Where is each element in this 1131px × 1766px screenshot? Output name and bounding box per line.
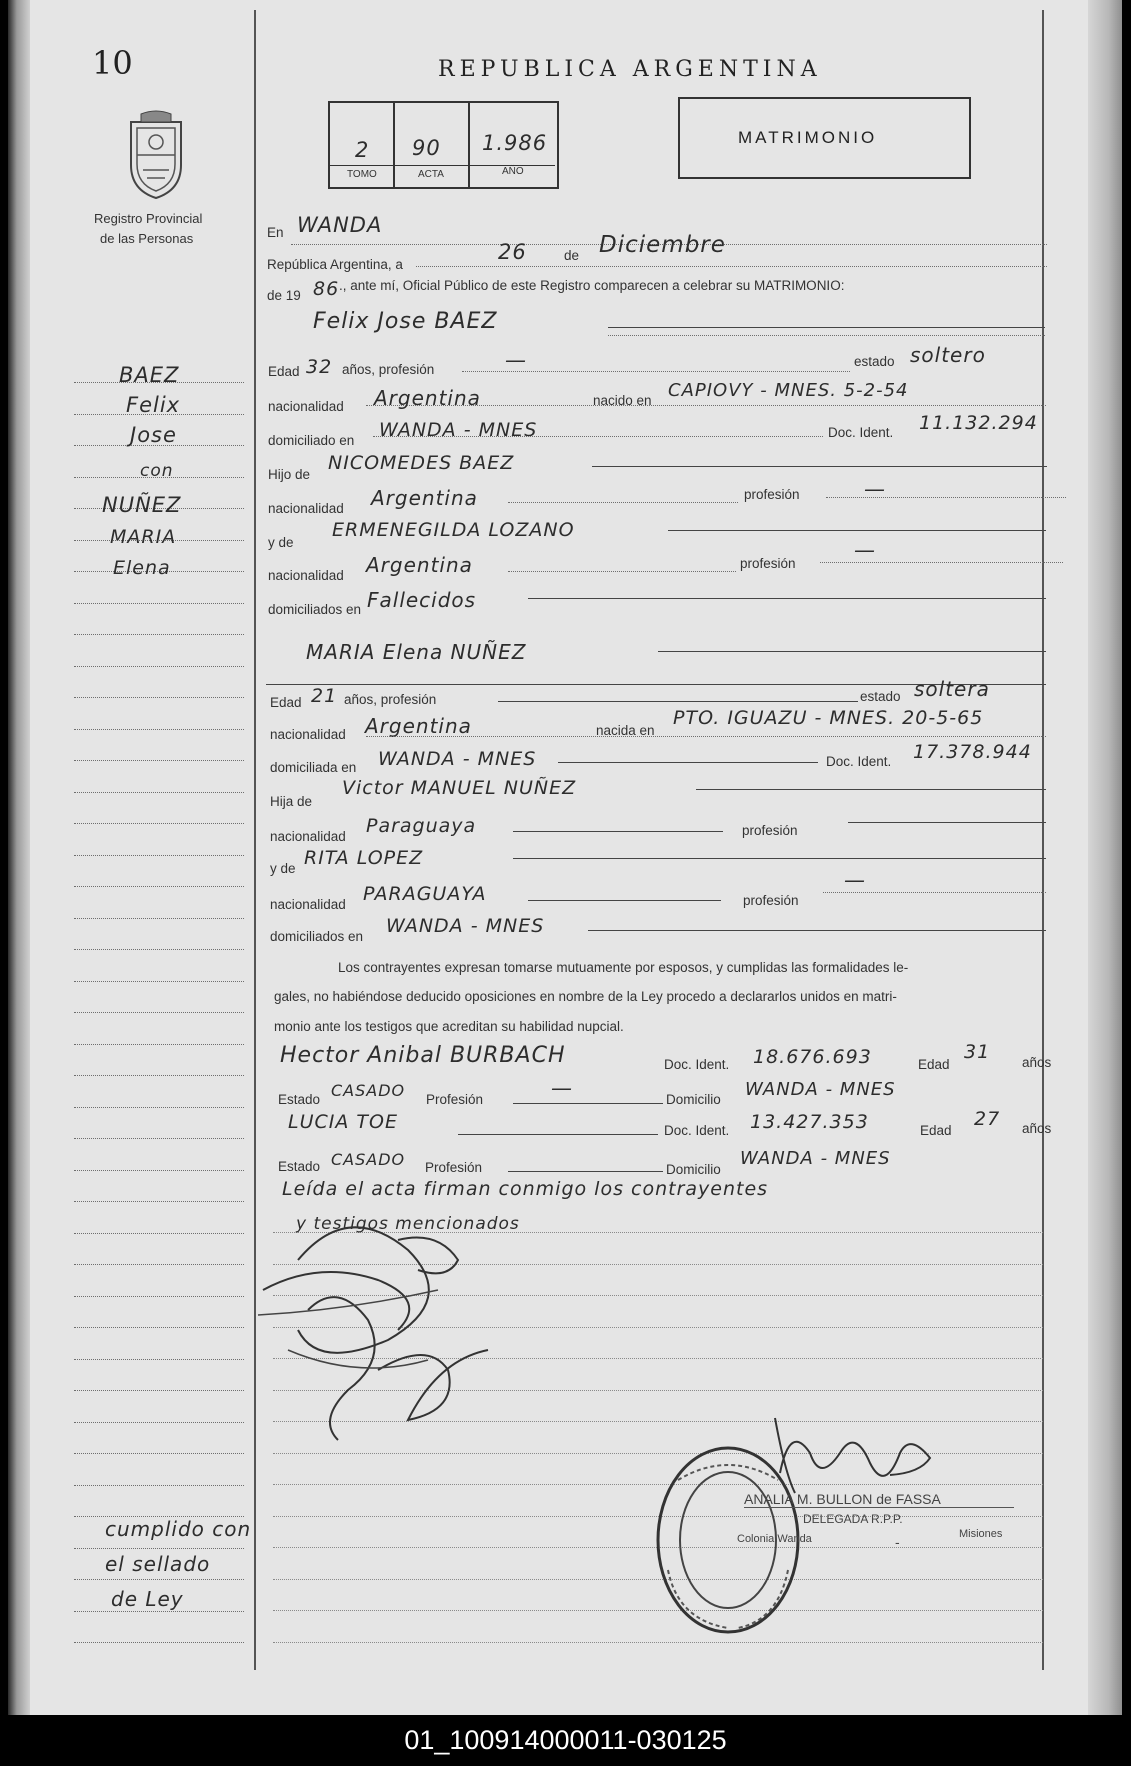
witness-2-profession-line <box>508 1171 663 1172</box>
bride-civil-state: soltera <box>914 677 990 701</box>
margin-ruled-line <box>74 1233 244 1234</box>
groom-profession-line <box>462 371 850 372</box>
margin-name-4: con <box>140 461 174 481</box>
witness-1-domicile: WANDA - MNES <box>745 1079 896 1100</box>
bride-domicile-label: domiciliada en <box>270 760 357 775</box>
acta-label: ACTA <box>418 169 444 180</box>
bride-mother: RITA LOPEZ <box>304 847 424 869</box>
bride-domicile-line <box>558 762 818 763</box>
declaration-line-3: monio ante los testigos que acreditan su habilidad nupcial. <box>274 1019 624 1034</box>
en-label: En <box>267 225 284 240</box>
main-ruled-line <box>273 1642 1043 1643</box>
bride-doc: 17.378.944 <box>913 741 1032 763</box>
page-number: 10 <box>92 44 133 82</box>
margin-ruled-line <box>74 1453 244 1454</box>
bride-mother-nat-line <box>528 900 721 901</box>
bride-mother-prof-line <box>823 892 1046 893</box>
witness-1-profession-label: Profesión <box>426 1092 484 1107</box>
bride-mother-line <box>513 858 1046 859</box>
margin-ruled-line <box>74 729 244 730</box>
margin-ruled-line <box>74 1107 244 1108</box>
groom-father-nat-line <box>508 502 738 503</box>
groom-mother-nationality: Argentina <box>366 553 473 577</box>
margin-ruled-line <box>74 1327 244 1328</box>
groom-domicile-label: domiciliado en <box>268 433 355 448</box>
margin-ruled-line <box>74 1264 244 1265</box>
bride-birth-line <box>366 736 1046 737</box>
groom-doc: 11.132.294 <box>919 412 1038 434</box>
groom-parents-domicile-line <box>528 598 1046 599</box>
groom-age-label: Edad <box>268 364 300 379</box>
witness-1-doc: 18.676.693 <box>753 1046 872 1068</box>
official-colonia: Colonia Wanda <box>737 1533 812 1545</box>
official-province: Misiones <box>959 1528 1003 1540</box>
witness-1-age-label: Edad <box>918 1057 950 1072</box>
groom-father-profession: — <box>864 477 886 501</box>
tomo-value: 2 <box>355 138 370 162</box>
bride-age: 21 <box>311 685 338 707</box>
bride-mother-label: y de <box>270 861 296 876</box>
margin-ruled-line <box>74 1390 244 1391</box>
stamp-note-1: cumplido con <box>105 1517 252 1541</box>
groom-father-label: Hijo de <box>268 467 311 482</box>
margin-ruled-line <box>74 981 244 982</box>
ceremony-place: WANDA <box>297 213 383 237</box>
bride-father-prof-line <box>848 822 1046 823</box>
groom-civil-state: soltero <box>910 343 986 367</box>
groom-birthplace-label: nacido en <box>593 393 652 408</box>
margin-name-6: MARIA <box>110 526 177 548</box>
bride-birthplace-label: nacida en <box>596 723 655 738</box>
margin-ruled-line <box>74 1579 244 1580</box>
groom-domicile-line <box>373 436 823 437</box>
bride-parents-domicile: WANDA - MNES <box>386 915 545 937</box>
tomo-divider <box>393 101 395 187</box>
acta-divider <box>468 101 470 187</box>
groom-parents-domicile: Fallecidos <box>367 588 477 612</box>
registry-line-2: de las Personas <box>100 231 194 246</box>
margin-ruled-line <box>74 1296 244 1297</box>
groom-father-nationality: Argentina <box>371 486 478 510</box>
bride-father-nat-line <box>513 831 723 832</box>
witness-2-age: 27 <box>974 1108 1001 1130</box>
witness-2-doc-label: Doc. Ident. <box>664 1123 730 1138</box>
country-title: REPUBLICA ARGENTINA <box>438 57 822 82</box>
official-signature <box>760 1413 950 1503</box>
groom-mother-prof-line <box>820 562 1063 563</box>
groom-father-nat-label: nacionalidad <box>268 501 344 516</box>
witness-2-doc: 13.427.353 <box>750 1111 869 1133</box>
witness-1-state: CASADO <box>331 1081 406 1100</box>
witness-2-domicile-label: Domicilio <box>666 1162 721 1177</box>
republic-label: República Argentina, a <box>267 257 403 272</box>
record-type-title: MATRIMONIO <box>738 128 878 147</box>
bride-doc-label: Doc. Ident. <box>826 754 892 769</box>
margin-ruled-line <box>74 855 244 856</box>
groom-mother-label: y de <box>268 535 294 550</box>
groom-birthplace: CAPIOVY - MNES. 5-2-54 <box>668 380 909 401</box>
declaration-line-1: Los contrayentes expresan tomarse mutuamente por esposos, y cumplidas las formalidades le- <box>338 960 909 975</box>
bride-mother-profession: — <box>844 868 866 892</box>
date-line <box>416 266 1047 267</box>
witness-2-years-label: años <box>1022 1121 1052 1136</box>
bride-nationality: Argentina <box>365 714 472 738</box>
signatures-scrawl <box>258 1220 518 1450</box>
margin-ruled-line <box>74 1201 244 1202</box>
margin-name-2: Felix <box>126 393 181 417</box>
witness-1-name: Hector Anibal BURBACH <box>280 1043 566 1068</box>
witness-2-domicile: WANDA - MNES <box>740 1148 891 1169</box>
margin-ruled-line <box>74 634 244 635</box>
margin-ruled-line <box>74 1422 244 1423</box>
groom-mother-nat-line <box>508 571 736 572</box>
groom-profession: — <box>505 348 527 372</box>
groom-mother-profession: — <box>854 538 876 562</box>
bride-name: MARIA Elena NUÑEZ <box>306 640 527 664</box>
bride-father: Victor MANUEL NUÑEZ <box>342 777 577 799</box>
margin-ruled-line <box>74 760 244 761</box>
margin-ruled-line <box>74 1485 244 1486</box>
tomo-label: TOMO <box>347 169 377 180</box>
margin-ruled-line <box>74 697 244 698</box>
margin-ruled-line <box>74 1548 244 1549</box>
bride-mother-prof-label: profesión <box>743 893 799 908</box>
witness-1-age: 31 <box>964 1041 991 1063</box>
margin-ruled-line <box>74 1642 244 1643</box>
witness-1-years-label: años <box>1022 1055 1052 1070</box>
ceremony-day: 26 <box>498 240 527 264</box>
groom-mother-nat-label: nacionalidad <box>268 568 344 583</box>
bride-parents-domicile-line <box>588 930 1046 931</box>
closing-line-2: y testigos mencionados <box>296 1214 520 1234</box>
margin-name-1: BAEZ <box>119 363 180 387</box>
margin-ruled-line <box>74 1170 244 1171</box>
year-prefix: de 19 <box>267 288 301 303</box>
official-dash: - <box>895 1534 900 1550</box>
registry-line-1: Registro Provincial <box>94 211 203 226</box>
witness-1-domicile-label: Domicilio <box>666 1092 721 1107</box>
bride-father-prof-label: profesión <box>742 823 798 838</box>
book-spine-shadow <box>8 0 30 1715</box>
margin-column-divider <box>254 10 256 1670</box>
margin-ruled-line <box>74 1044 244 1045</box>
de-label: de <box>564 248 580 263</box>
margin-ruled-line <box>74 1075 244 1076</box>
groom-profession-label: años, profesión <box>342 362 435 377</box>
groom-mother-line <box>668 530 1046 531</box>
witness-2-age-label: Edad <box>920 1123 952 1138</box>
stamp-note-2: el sellado <box>105 1552 211 1576</box>
witness-2-name: LUCIA TOE <box>288 1111 398 1133</box>
ceremony-year: 86 <box>313 278 340 300</box>
page-right-edge <box>1088 0 1122 1715</box>
margin-ruled-line <box>74 918 244 919</box>
margin-name-5: NUÑEZ <box>102 493 182 517</box>
closing-line-1: Leída el acta firman conmigo los contrayentes <box>282 1178 769 1200</box>
margin-name-3: Jose <box>130 423 177 447</box>
margin-ruled-line <box>74 792 244 793</box>
bride-father-label: Hija de <box>270 794 313 809</box>
groom-nationality: Argentina <box>374 386 481 410</box>
groom-age: 32 <box>306 356 333 378</box>
groom-domicile: WANDA - MNES <box>379 419 538 441</box>
stamp-note-3: de Ley <box>111 1587 184 1611</box>
bride-domicile: WANDA - MNES <box>378 748 537 770</box>
declaration-line-2: gales, no habiéndose deducido oposiciones en nombre de la Ley procedo a declararlos unidos en matri- <box>274 989 897 1004</box>
margin-ruled-line <box>74 1138 244 1139</box>
bride-father-nat-label: nacionalidad <box>270 829 346 844</box>
groom-doc-label: Doc. Ident. <box>828 425 894 440</box>
bride-father-line <box>696 789 1046 790</box>
bride-mother-nationality: PARAGUAYA <box>363 883 487 905</box>
margin-ruled-line <box>74 666 244 667</box>
bride-state-label: estado <box>860 689 901 704</box>
witness-1-state-label: Estado <box>278 1092 321 1107</box>
groom-state-label: estado <box>854 354 895 369</box>
margin-ruled-line <box>74 1012 244 1013</box>
official-name-line <box>744 1507 1014 1508</box>
witness-1-profession-line <box>513 1103 663 1104</box>
witness-1-doc-label: Doc. Ident. <box>664 1057 730 1072</box>
bride-name-line <box>658 651 1046 652</box>
bride-parents-domicile-label: domiciliados en <box>270 929 364 944</box>
anio-value: 1.986 <box>482 131 548 155</box>
document-page <box>8 0 1122 1715</box>
anio-label: AÑO <box>502 166 524 177</box>
groom-father-prof-label: profesión <box>744 487 800 502</box>
acta-value: 90 <box>412 136 441 160</box>
bride-birthplace: PTO. IGUAZU - MNES. 20-5-65 <box>673 707 984 729</box>
margin-ruled-line <box>74 1359 244 1360</box>
intro-statement: ., ante mí, Oficial Público de este Registro comparecen a celebrar su MATRIMONIO: <box>339 278 845 293</box>
ceremony-month: Diciembre <box>599 232 726 258</box>
witness-2-state-label: Estado <box>278 1159 321 1174</box>
margin-ruled-line <box>74 823 244 824</box>
registry-seal-icon <box>121 110 191 200</box>
groom-father: NICOMEDES BAEZ <box>328 452 515 474</box>
witness-2-profession-label: Profesión <box>425 1160 483 1175</box>
groom-name: Felix Jose BAEZ <box>313 309 498 334</box>
margin-ruled-line <box>74 949 244 950</box>
bride-profession-label: años, profesión <box>344 692 437 707</box>
groom-mother-prof-label: profesión <box>740 556 796 571</box>
groom-birth-line <box>366 405 1046 406</box>
groom-name-line <box>608 327 1045 328</box>
groom-name-line-2 <box>608 335 1045 336</box>
bride-father-nationality: Paraguaya <box>366 815 477 837</box>
groom-nationality-label: nacionalidad <box>268 399 344 414</box>
groom-mother: ERMENEGILDA LOZANO <box>332 519 575 541</box>
official-title: DELEGADA R.P.P. <box>803 1512 903 1526</box>
witness-2-name-line <box>458 1134 658 1135</box>
witness-1-profession: — <box>551 1076 573 1100</box>
groom-father-prof-line <box>826 497 1066 498</box>
bride-profession-line <box>498 701 858 702</box>
bride-mother-nat-label: nacionalidad <box>270 897 346 912</box>
groom-parents-domicile-label: domiciliados en <box>268 602 362 617</box>
margin-ruled-line <box>74 886 244 887</box>
footer-caption: 01_100914000011-030125 <box>404 1725 727 1755</box>
groom-father-line <box>592 466 1047 467</box>
margin-name-7: Elena <box>113 557 171 579</box>
bride-nationality-label: nacionalidad <box>270 727 346 742</box>
bride-age-label: Edad <box>270 695 302 710</box>
witness-2-state: CASADO <box>331 1150 406 1169</box>
margin-ruled-line <box>74 603 244 604</box>
official-name: ANALIA M. BULLON de FASSA <box>744 1491 941 1507</box>
